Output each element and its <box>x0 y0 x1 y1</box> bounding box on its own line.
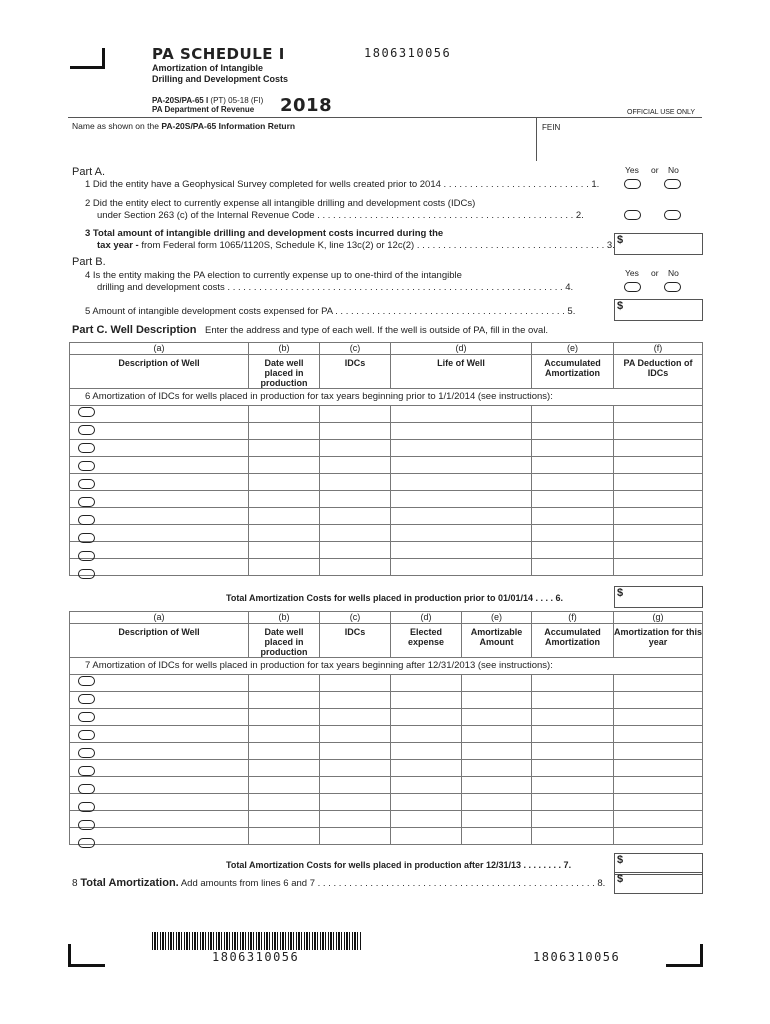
t2-header-amortizable-amount: Amortizable Amount <box>462 624 532 658</box>
line-3-dollar: $ <box>617 234 624 246</box>
line-8-amount-field[interactable] <box>614 872 703 894</box>
t2-cell[interactable] <box>391 760 462 777</box>
t2-letter-b: (b) <box>249 612 320 624</box>
t1-cell[interactable] <box>614 474 703 491</box>
t1-row <box>70 440 703 457</box>
t1-cell[interactable] <box>532 508 614 525</box>
t2-desc-cell[interactable] <box>70 777 249 794</box>
t2-row <box>70 794 703 811</box>
name-label <box>72 121 295 131</box>
t2-row <box>70 726 703 743</box>
t2-cell[interactable] <box>614 709 703 726</box>
t1-letter-b: (b) <box>249 343 320 355</box>
t1-cell[interactable] <box>249 406 320 423</box>
line-5-amount-field[interactable] <box>614 299 703 321</box>
t1-cell[interactable] <box>614 440 703 457</box>
t1-cell[interactable] <box>391 542 532 559</box>
line-1-yes-oval[interactable] <box>624 179 641 189</box>
t1-cell[interactable] <box>391 457 532 474</box>
t1-cell[interactable] <box>391 406 532 423</box>
t2-cell[interactable] <box>462 760 532 777</box>
t1-outside-pa-oval[interactable] <box>78 425 95 435</box>
t2-row <box>70 811 703 828</box>
t1-outside-pa-oval[interactable] <box>78 551 95 561</box>
t1-outside-pa-oval[interactable] <box>78 533 95 543</box>
t1-desc-cell[interactable] <box>70 457 249 474</box>
line-4-text-a: 4 Is the entity making the PA election to currently expense up to one-third of the intangible <box>85 270 462 281</box>
t2-row <box>70 828 703 845</box>
line-2-no-oval[interactable] <box>664 210 681 220</box>
t2-cell[interactable] <box>320 726 391 743</box>
part-b-no-label: No <box>668 268 679 278</box>
t2-cell[interactable] <box>249 760 320 777</box>
line-2-text-a: 2 Did the entity elect to currently expense all intangible drilling and development costs (IDCs) <box>85 198 476 209</box>
t1-cell[interactable] <box>614 508 703 525</box>
part-c-title: Part C. Well Description <box>72 324 197 336</box>
t2-cell[interactable] <box>532 828 614 845</box>
t2-cell[interactable] <box>532 675 614 692</box>
t1-cell[interactable] <box>614 542 703 559</box>
t2-cell[interactable] <box>391 743 462 760</box>
t2-desc-cell[interactable] <box>70 709 249 726</box>
t1-row <box>70 423 703 440</box>
t2-desc-cell[interactable] <box>70 811 249 828</box>
fein-label: FEIN <box>542 123 561 132</box>
corner-mark-bottom-left <box>68 944 105 967</box>
t1-desc-cell[interactable] <box>70 542 249 559</box>
t2-cell[interactable] <box>532 777 614 794</box>
t2-cell[interactable] <box>249 692 320 709</box>
line-6-text: 6 Amortization of IDCs for wells placed in production for tax years beginning prior to 1/1/2014 (see instructions): <box>70 389 703 406</box>
t1-cell[interactable] <box>249 457 320 474</box>
t1-desc-cell[interactable] <box>70 406 249 423</box>
t1-cell[interactable] <box>614 559 703 576</box>
t2-outside-pa-oval[interactable] <box>78 802 95 812</box>
t2-outside-pa-oval[interactable] <box>78 676 95 686</box>
t2-letter-g: (g) <box>614 612 703 624</box>
t2-cell[interactable] <box>614 743 703 760</box>
line-2-text-b: under Section 263 (c) of the Internal Revenue Code . . . . . . . . . . . . . . . . . . . . . . . . . . . . . . . . . . . . . . . . . . . . . . . . . 2. <box>97 210 584 221</box>
t2-cell[interactable] <box>249 828 320 845</box>
line-4-text-b: drilling and development costs . . . . . . . . . . . . . . . . . . . . . . . . . . . . . . . . . . . . . . . . . . . . . . . . . . . . . . . . . . . . . . . . 4. <box>97 282 574 293</box>
line-8-num: 8 <box>72 878 81 889</box>
t1-letter-f: (f) <box>614 343 703 355</box>
t1-desc-cell[interactable] <box>70 525 249 542</box>
t1-cell[interactable] <box>249 525 320 542</box>
t1-letter-d: (d) <box>391 343 532 355</box>
t1-cell[interactable] <box>532 457 614 474</box>
t2-header-date-placed: Date well placed in production <box>249 624 320 658</box>
barcode-number-right: 1806310056 <box>533 950 621 964</box>
t2-outside-pa-oval[interactable] <box>78 712 95 722</box>
well-table-pre-2014 <box>69 342 703 576</box>
t1-cell[interactable] <box>391 440 532 457</box>
t2-cell[interactable] <box>462 811 532 828</box>
part-a-or-label: or <box>651 165 659 175</box>
part-a-title: Part A. <box>72 166 106 178</box>
t1-header-accumulated: Accumulated Amortization <box>532 355 614 389</box>
t2-cell[interactable] <box>532 811 614 828</box>
line-7-total-text: Total Amortization Costs for wells placed in production after 12/31/13 . . . . . . . . 7. <box>226 860 572 870</box>
official-use-label: OFFICIAL USE ONLY <box>627 109 696 116</box>
t1-cell[interactable] <box>391 508 532 525</box>
t1-cell[interactable] <box>391 525 532 542</box>
t1-cell[interactable] <box>249 474 320 491</box>
t1-header-life-of-well: Life of Well <box>391 355 532 389</box>
t1-row <box>70 542 703 559</box>
t2-header-accumulated: Accumulated Amortization <box>532 624 614 658</box>
t2-cell[interactable] <box>614 726 703 743</box>
t2-row <box>70 777 703 794</box>
t2-cell[interactable] <box>249 726 320 743</box>
t2-outside-pa-oval[interactable] <box>78 820 95 830</box>
t2-outside-pa-oval[interactable] <box>78 748 95 758</box>
t2-desc-cell[interactable] <box>70 743 249 760</box>
t1-cell[interactable] <box>532 559 614 576</box>
t2-cell[interactable] <box>320 828 391 845</box>
t1-row <box>70 491 703 508</box>
t2-cell[interactable] <box>320 709 391 726</box>
t2-cell[interactable] <box>249 794 320 811</box>
t2-cell[interactable] <box>249 743 320 760</box>
t2-desc-cell[interactable] <box>70 760 249 777</box>
t2-row <box>70 709 703 726</box>
t2-cell[interactable] <box>391 777 462 794</box>
department-name: PA Department of Revenue <box>152 105 255 114</box>
t1-outside-pa-oval[interactable] <box>78 497 95 507</box>
line-3-text-a: 3 Total amount of intangible drilling and development costs incurred during the <box>85 228 444 239</box>
t2-letter-a: (a) <box>70 612 249 624</box>
t2-cell[interactable] <box>532 794 614 811</box>
t2-outside-pa-oval[interactable] <box>78 838 95 848</box>
t1-cell[interactable] <box>320 423 391 440</box>
t1-header-pa-deduction: PA Deduction of IDCs <box>614 355 703 389</box>
t1-cell[interactable] <box>391 491 532 508</box>
t2-header-idcs: IDCs <box>320 624 391 658</box>
t2-row <box>70 675 703 692</box>
t2-cell[interactable] <box>462 777 532 794</box>
t1-cell[interactable] <box>320 542 391 559</box>
t1-header-idcs: IDCs <box>320 355 391 389</box>
t1-cell[interactable] <box>320 457 391 474</box>
t1-cell[interactable] <box>614 423 703 440</box>
line-5-text: 5 Amount of intangible development costs expensed for PA . . . . . . . . . . . . . . . . . . . . . . . . . . . . . . . . . . . . . . . . . . . . 5. <box>85 306 576 317</box>
part-b-or-label: or <box>651 268 659 278</box>
t1-cell[interactable] <box>532 491 614 508</box>
line-4-yes-oval[interactable] <box>624 282 641 292</box>
corner-mark-top-left <box>70 48 105 69</box>
t2-cell[interactable] <box>614 777 703 794</box>
t1-cell[interactable] <box>320 474 391 491</box>
t2-cell[interactable] <box>320 811 391 828</box>
t2-cell[interactable] <box>320 777 391 794</box>
line-8-bold: Total Amortization. <box>80 877 179 889</box>
t1-cell[interactable] <box>320 491 391 508</box>
t2-row <box>70 743 703 760</box>
t2-desc-cell[interactable] <box>70 828 249 845</box>
fein-field[interactable] <box>540 134 700 158</box>
t1-header-date-placed: Date well placed in production <box>249 355 320 389</box>
line-1-text: 1 Did the entity have a Geophysical Survey completed for wells created prior to 2014 . . . . . . . . . . . . . . . . . . . . . . . . . . . . 1. <box>85 179 600 190</box>
t1-cell[interactable] <box>249 423 320 440</box>
t2-header-description: Description of Well <box>70 624 249 658</box>
barcode-image <box>152 932 362 950</box>
t1-outside-pa-oval[interactable] <box>78 461 95 471</box>
t2-cell[interactable] <box>532 743 614 760</box>
t2-cell[interactable] <box>249 709 320 726</box>
t1-desc-cell[interactable] <box>70 491 249 508</box>
form-code-rest: (PT) 05-18 (FI) <box>210 96 264 105</box>
t2-cell[interactable] <box>614 675 703 692</box>
t1-cell[interactable] <box>320 525 391 542</box>
part-b-title: Part B. <box>72 256 106 268</box>
t2-cell[interactable] <box>532 726 614 743</box>
tax-year: 2018 <box>280 95 333 116</box>
t1-desc-cell[interactable] <box>70 508 249 525</box>
t2-cell[interactable] <box>320 692 391 709</box>
part-c-instruction: Enter the address and type of each well. If the well is outside of PA, fill in the oval. <box>205 325 549 336</box>
t2-cell[interactable] <box>532 692 614 709</box>
form-subtitle-2: Drilling and Development Costs <box>152 74 289 84</box>
t1-row <box>70 559 703 576</box>
form-code <box>152 96 263 105</box>
t1-cell[interactable] <box>249 491 320 508</box>
t1-cell[interactable] <box>532 474 614 491</box>
line-7-dollar: $ <box>617 854 624 866</box>
t1-letter-a: (a) <box>70 343 249 355</box>
t1-desc-cell[interactable] <box>70 474 249 491</box>
form-code-bold: PA-20S/PA-65 I <box>152 96 209 105</box>
t2-letter-d: (d) <box>391 612 462 624</box>
t1-cell[interactable] <box>532 440 614 457</box>
t2-desc-cell[interactable] <box>70 794 249 811</box>
line-6-dollar: $ <box>617 587 624 599</box>
t2-cell[interactable] <box>462 709 532 726</box>
part-a-yes-label: Yes <box>625 165 639 175</box>
line-6-total-text: Total Amortization Costs for wells placed in production prior to 01/01/14 . . . . 6. <box>226 593 564 603</box>
t1-cell[interactable] <box>614 457 703 474</box>
t2-cell[interactable] <box>462 828 532 845</box>
t1-outside-pa-oval[interactable] <box>78 515 95 525</box>
t2-header-amortization-year: Amortization for this year <box>614 624 703 658</box>
t2-cell[interactable] <box>391 692 462 709</box>
t2-letter-c: (c) <box>320 612 391 624</box>
barcode-number-bottom: 1806310056 <box>212 950 300 964</box>
line-1-no-oval[interactable] <box>664 179 681 189</box>
t2-desc-cell[interactable] <box>70 675 249 692</box>
t2-cell[interactable] <box>462 675 532 692</box>
t1-cell[interactable] <box>320 406 391 423</box>
t2-outside-pa-oval[interactable] <box>78 766 95 776</box>
t2-outside-pa-oval[interactable] <box>78 694 95 704</box>
t1-cell[interactable] <box>320 559 391 576</box>
part-a-no-label: No <box>668 165 679 175</box>
t2-cell[interactable] <box>532 760 614 777</box>
t1-row <box>70 474 703 491</box>
line-3-text-b <box>97 240 615 251</box>
t2-cell[interactable] <box>320 760 391 777</box>
t1-cell[interactable] <box>532 525 614 542</box>
t1-desc-cell[interactable] <box>70 440 249 457</box>
line-5-dollar: $ <box>617 300 624 312</box>
t1-cell[interactable] <box>391 559 532 576</box>
t2-cell[interactable] <box>462 794 532 811</box>
t1-cell[interactable] <box>249 508 320 525</box>
line-8-rest: Add amounts from lines 6 and 7 . . . . . . . . . . . . . . . . . . . . . . . . . . . . . . . . . . . . . . . . . . . . . . . . . . . . . 8. <box>178 878 606 889</box>
t1-cell[interactable] <box>391 423 532 440</box>
line-8-dollar: $ <box>617 873 624 885</box>
t2-cell[interactable] <box>614 828 703 845</box>
t1-desc-cell[interactable] <box>70 423 249 440</box>
t1-cell[interactable] <box>532 406 614 423</box>
t2-desc-cell[interactable] <box>70 726 249 743</box>
t1-cell[interactable] <box>532 542 614 559</box>
t1-cell[interactable] <box>249 440 320 457</box>
line-8-text <box>72 877 605 889</box>
t2-cell[interactable] <box>391 675 462 692</box>
t2-cell[interactable] <box>320 794 391 811</box>
t1-desc-cell[interactable] <box>70 559 249 576</box>
t2-cell[interactable] <box>614 811 703 828</box>
t1-cell[interactable] <box>320 440 391 457</box>
t1-cell[interactable] <box>614 491 703 508</box>
line-7-text: 7 Amortization of IDCs for wells placed in production for tax years beginning after 12/31/2013 (see instructions): <box>70 658 703 675</box>
t1-cell[interactable] <box>391 474 532 491</box>
entity-name-field[interactable] <box>72 132 532 158</box>
t1-cell[interactable] <box>614 406 703 423</box>
t1-cell[interactable] <box>614 525 703 542</box>
t2-cell[interactable] <box>614 794 703 811</box>
t2-cell[interactable] <box>391 828 462 845</box>
t2-cell[interactable] <box>614 692 703 709</box>
line-3-rest: from Federal form 1065/1120S, Schedule K, line 13c(2) or 12c(2) . . . . . . . . . . . . . . . . . . . . . . . . . . . . . . . . . . . . 3. <box>138 240 615 251</box>
line-3-bold: tax year - <box>97 240 139 251</box>
line-4-no-oval[interactable] <box>664 282 681 292</box>
t2-cell[interactable] <box>320 743 391 760</box>
t2-cell[interactable] <box>462 743 532 760</box>
t1-row <box>70 406 703 423</box>
t1-row <box>70 525 703 542</box>
t2-cell[interactable] <box>462 726 532 743</box>
t2-row <box>70 692 703 709</box>
t1-letter-e: (e) <box>532 343 614 355</box>
t2-cell[interactable] <box>462 692 532 709</box>
t1-cell[interactable] <box>249 559 320 576</box>
line-3-amount-field[interactable] <box>614 233 703 255</box>
t2-cell[interactable] <box>532 709 614 726</box>
t2-letter-e: (e) <box>462 612 532 624</box>
t1-letter-c: (c) <box>320 343 391 355</box>
t2-cell[interactable] <box>249 811 320 828</box>
well-table-post-2013 <box>69 611 703 845</box>
t2-letter-f: (f) <box>532 612 614 624</box>
t2-cell[interactable] <box>391 709 462 726</box>
t1-row <box>70 508 703 525</box>
t2-cell[interactable] <box>391 726 462 743</box>
line-2-yes-oval[interactable] <box>624 210 641 220</box>
t1-row <box>70 457 703 474</box>
t2-header-elected-expense: Elected expense <box>391 624 462 658</box>
t1-outside-pa-oval[interactable] <box>78 569 95 579</box>
corner-mark-bottom-right <box>666 944 703 967</box>
t2-outside-pa-oval[interactable] <box>78 784 95 794</box>
t1-outside-pa-oval[interactable] <box>78 407 95 417</box>
t2-cell[interactable] <box>320 675 391 692</box>
name-label-prefix: Name as shown on the <box>72 121 162 131</box>
line-6-amount-field[interactable] <box>614 586 703 608</box>
t2-cell[interactable] <box>249 777 320 794</box>
part-b-yes-label: Yes <box>625 268 639 278</box>
form-subtitle-1: Amortization of Intangible <box>152 63 263 73</box>
t2-desc-cell[interactable] <box>70 692 249 709</box>
t1-cell[interactable] <box>320 508 391 525</box>
t1-outside-pa-oval[interactable] <box>78 443 95 453</box>
t1-cell[interactable] <box>532 423 614 440</box>
t2-outside-pa-oval[interactable] <box>78 730 95 740</box>
form-title: PA SCHEDULE I <box>152 45 285 63</box>
name-label-bold: PA-20S/PA-65 Information Return <box>161 121 296 131</box>
t1-cell[interactable] <box>249 542 320 559</box>
t2-cell[interactable] <box>614 760 703 777</box>
t2-cell[interactable] <box>391 811 462 828</box>
t2-cell[interactable] <box>249 675 320 692</box>
t1-header-description: Description of Well <box>70 355 249 389</box>
t2-row <box>70 760 703 777</box>
barcode-number-top: 1806310056 <box>364 46 452 60</box>
t1-outside-pa-oval[interactable] <box>78 479 95 489</box>
t2-cell[interactable] <box>391 794 462 811</box>
